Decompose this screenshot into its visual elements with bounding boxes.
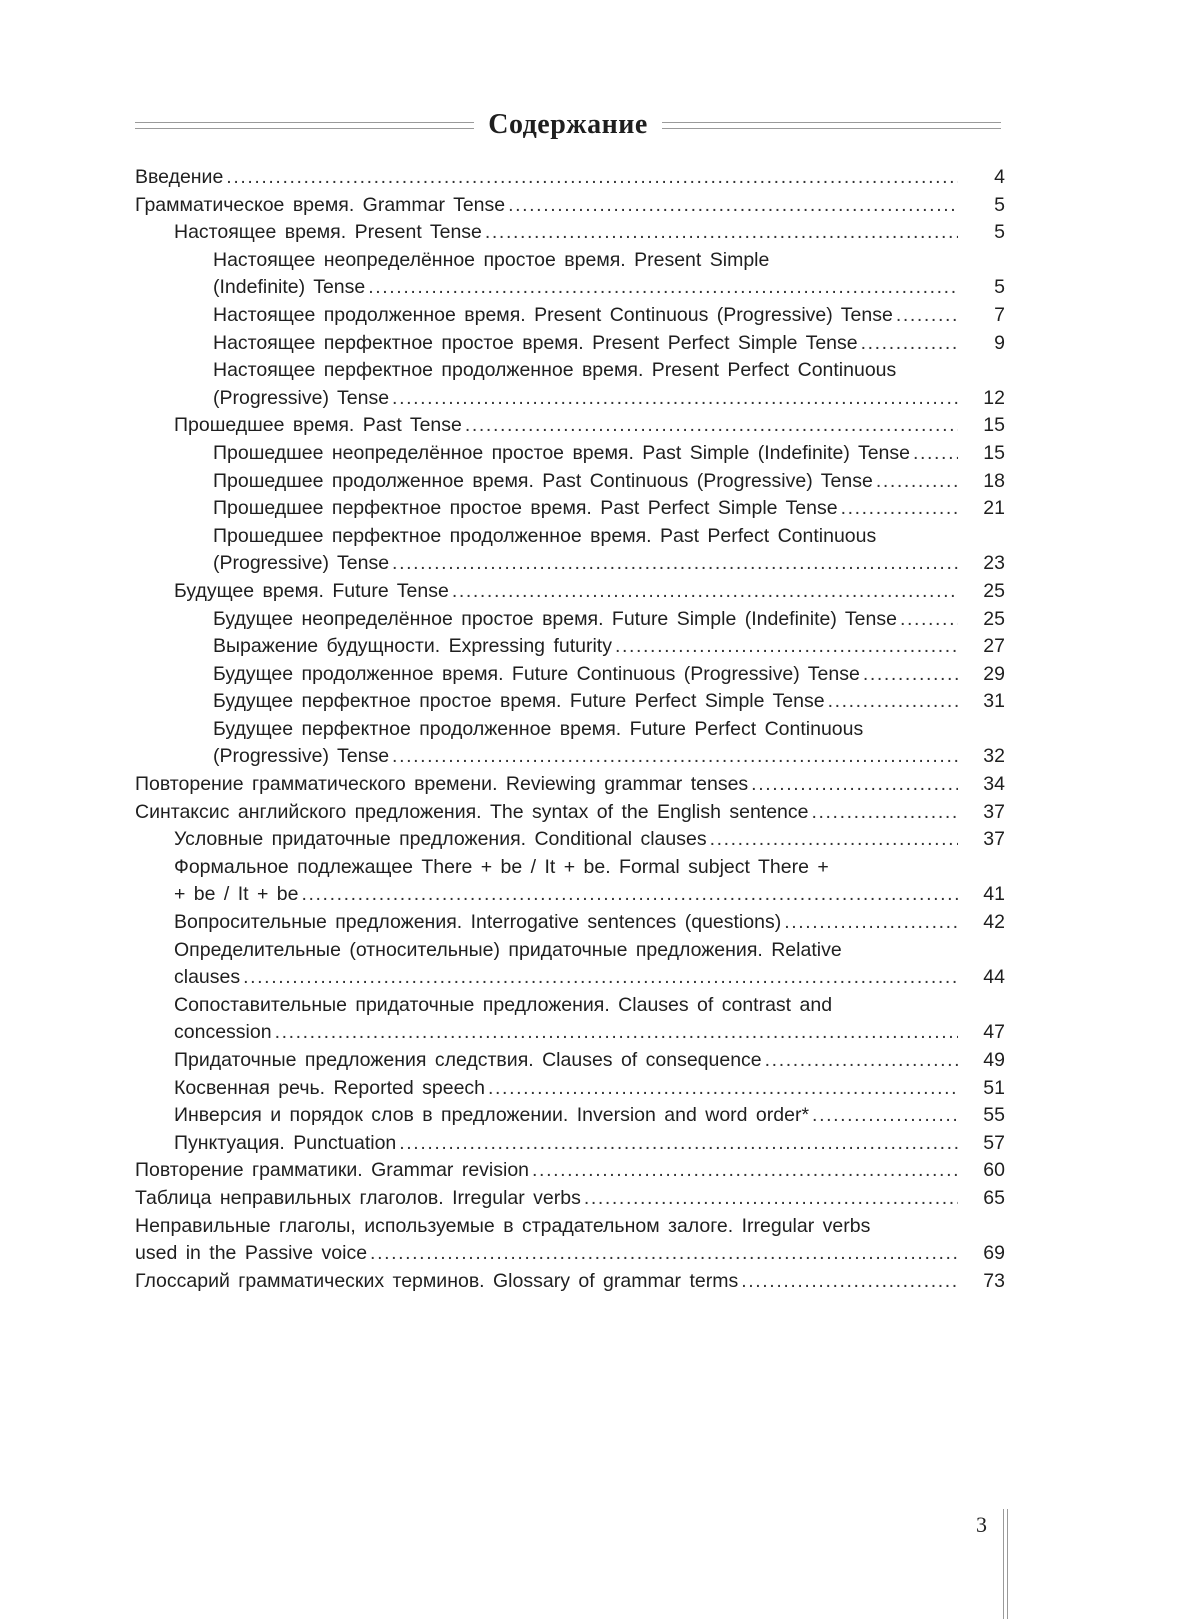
dot-leader xyxy=(913,440,958,468)
dot-leader xyxy=(900,606,958,634)
dot-leader xyxy=(863,661,958,689)
toc-entry-last-line xyxy=(213,633,958,661)
toc-entry-text: concession xyxy=(174,1021,272,1044)
toc-entry xyxy=(135,909,1005,937)
toc-entry-last-line xyxy=(213,661,958,689)
toc-entry-text: used in the Passive voice xyxy=(135,1242,368,1265)
toc-list xyxy=(135,164,1005,1295)
toc-entry-text: Синтаксис английского предложения. The syntax of the English sentence xyxy=(135,800,809,823)
dot-leader xyxy=(615,633,958,661)
toc-page-number: 25 xyxy=(983,607,1005,630)
dot-leader xyxy=(861,330,958,358)
toc-page-number: 31 xyxy=(983,690,1005,713)
toc-page-number: 18 xyxy=(983,469,1005,492)
toc-entry-text: Неправильные глаголы, используемые в страдательном залоге. Irregular verbs xyxy=(135,1214,871,1237)
toc-entry-text: Повторение грамматики. Grammar revision xyxy=(135,1159,530,1182)
toc-page-number: 15 xyxy=(983,441,1005,464)
toc-entry-text: Косвенная речь. Reported speech xyxy=(174,1076,486,1099)
dot-leader xyxy=(488,1075,958,1103)
toc-entry-text: Выражение будущности. Expressing futurity xyxy=(213,635,612,658)
dot-leader xyxy=(368,274,958,302)
dot-leader xyxy=(302,881,959,909)
toc-entry-text: Будущее неопределённое простое время. Future Simple (Indefinite) Tense xyxy=(213,607,897,630)
edge-rule xyxy=(1007,1509,1008,1619)
toc-entry-last-line xyxy=(213,743,958,771)
toc-entry-text: Глоссарий грамматических терминов. Glossary of grammar terms xyxy=(135,1269,739,1292)
toc-entry-text: Прошедшее перфектное простое время. Past Perfect Simple Tense xyxy=(213,497,838,520)
toc-entry-text: Вопросительные предложения. Interrogative sentences (questions) xyxy=(174,911,782,934)
toc-entry-text: Грамматическое время. Grammar Tense xyxy=(135,193,506,216)
dot-leader xyxy=(751,771,958,799)
dot-leader xyxy=(765,1047,958,1075)
toc-entry-last-line xyxy=(135,192,958,220)
toc-page-number: 37 xyxy=(983,828,1005,851)
dot-leader xyxy=(710,826,958,854)
toc-entry-last-line xyxy=(174,1075,958,1103)
toc-page-number: 12 xyxy=(983,386,1005,409)
toc-page-number: 5 xyxy=(994,221,1005,244)
toc-page-number: 34 xyxy=(983,773,1005,796)
toc-page-number: 25 xyxy=(983,579,1005,602)
dot-leader xyxy=(841,495,958,523)
dot-leader xyxy=(896,302,958,330)
toc-entry xyxy=(135,523,1005,578)
toc-entry-text: Сопоставительные придаточные предложения. Clauses of contrast and xyxy=(174,993,833,1016)
toc-entry-text: Формальное подлежащее There + be / It + be. Formal subject There + xyxy=(174,855,829,878)
title-rule-left xyxy=(135,122,474,129)
toc-entry-last-line xyxy=(174,219,958,247)
toc-entry-text: Будущее перфектное простое время. Future Perfect Simple Tense xyxy=(213,690,825,713)
toc-entry-text: Настоящее перфектное продолженное время. Present Perfect Continuous xyxy=(213,359,897,382)
toc-entry-last-line xyxy=(213,385,958,413)
dot-leader xyxy=(828,688,958,716)
dot-leader xyxy=(532,1157,958,1185)
toc-entry xyxy=(135,1102,1005,1130)
toc-page-number: 44 xyxy=(983,966,1005,989)
toc-entry-last-line xyxy=(213,440,958,468)
toc-entry-last-line xyxy=(174,1047,958,1075)
dot-leader xyxy=(392,385,958,413)
toc-entry xyxy=(135,1268,1005,1296)
toc-entry-text: + be / It + be xyxy=(174,883,299,906)
toc-entry xyxy=(135,799,1005,827)
toc-entry-last-line xyxy=(174,412,958,440)
toc-entry-last-line xyxy=(213,606,958,634)
toc-entry-text: (Indefinite) Tense xyxy=(213,276,366,299)
toc-entry-last-line xyxy=(213,550,958,578)
toc-entry xyxy=(135,1213,1005,1268)
page-number: 3 xyxy=(976,1512,987,1537)
page-title: Содержание xyxy=(488,109,648,140)
toc-entry-text: Настоящее неопределённое простое время. Present Simple xyxy=(213,248,770,271)
toc-entry xyxy=(135,661,1005,689)
toc-page-number: 51 xyxy=(983,1076,1005,1099)
toc-entry xyxy=(135,1157,1005,1185)
toc-entry xyxy=(135,854,1005,909)
toc-entry-text: Условные придаточные предложения. Conditional clauses xyxy=(174,828,707,851)
toc-page-number: 21 xyxy=(983,497,1005,520)
toc-entry-last-line xyxy=(135,771,958,799)
dot-leader xyxy=(243,964,958,992)
toc-entry-last-line xyxy=(213,468,958,496)
toc-entry-last-line xyxy=(213,688,958,716)
toc-page-number: 47 xyxy=(983,1021,1005,1044)
toc-page-number: 65 xyxy=(983,1186,1005,1209)
toc-page-number: 5 xyxy=(994,193,1005,216)
toc-entry-text: Введение xyxy=(135,166,224,188)
toc-entry-text: Придаточные предложения следствия. Clauses of consequence xyxy=(174,1049,762,1071)
toc-entry-last-line xyxy=(174,909,958,937)
toc-entry-text: Пунктуация. Punctuation xyxy=(174,1131,397,1154)
toc-page-number: 5 xyxy=(994,276,1005,299)
toc-page-number: 57 xyxy=(983,1131,1005,1154)
dot-leader xyxy=(452,578,958,606)
toc-entry xyxy=(135,633,1005,661)
dot-leader xyxy=(812,799,959,827)
toc-entry-text: Прошедшее время. Past Tense xyxy=(174,414,462,437)
toc-entry xyxy=(135,606,1005,634)
toc-page-number: 73 xyxy=(983,1269,1005,1292)
toc-page-number: 55 xyxy=(983,1104,1005,1127)
toc-entry xyxy=(135,992,1005,1047)
toc-page-number: 49 xyxy=(983,1049,1005,1071)
toc-entry-last-line xyxy=(135,1268,958,1296)
dot-leader xyxy=(275,1019,958,1047)
toc-page-number: 37 xyxy=(983,800,1005,823)
toc-entry-last-line xyxy=(135,799,958,827)
toc-entry-text: Будущее продолженное время. Future Continuous (Progressive) Tense xyxy=(213,662,860,685)
toc-page-number: 27 xyxy=(983,635,1005,658)
toc-entry-last-line xyxy=(174,881,958,909)
toc-entry-last-line xyxy=(174,1019,958,1047)
toc-entry-text: Настоящее перфектное простое время. Present Perfect Simple Tense xyxy=(213,331,858,354)
toc-entry xyxy=(135,937,1005,992)
toc-entry xyxy=(135,1130,1005,1158)
dot-leader xyxy=(226,164,958,192)
toc-entry-last-line xyxy=(174,964,958,992)
toc-entry-text: Настоящее продолженное время. Present Continuous (Progressive) Tense xyxy=(213,303,893,326)
toc-entry xyxy=(135,192,1005,220)
toc-entry xyxy=(135,1075,1005,1103)
toc-entry-last-line xyxy=(135,1157,958,1185)
toc-page-number: 41 xyxy=(983,883,1005,906)
toc-entry xyxy=(135,495,1005,523)
toc-entry-text: Прошедшее продолженное время. Past Continuous (Progressive) Tense xyxy=(213,469,873,492)
toc-entry xyxy=(135,1047,1005,1075)
toc-entry xyxy=(135,440,1005,468)
toc-entry xyxy=(135,468,1005,496)
toc-entry-text: (Progressive) Tense xyxy=(213,552,390,575)
toc-entry xyxy=(135,330,1005,358)
toc-entry-last-line xyxy=(174,578,958,606)
toc-entry-last-line xyxy=(135,1185,958,1213)
toc-entry xyxy=(135,247,1005,302)
dot-leader xyxy=(812,1102,958,1130)
toc-entry-last-line xyxy=(135,164,958,192)
dot-leader xyxy=(392,743,958,771)
dot-leader xyxy=(584,1185,958,1213)
toc-entry-text: (Progressive) Tense xyxy=(213,386,390,409)
toc-entry-last-line xyxy=(174,1130,958,1158)
dot-leader xyxy=(465,412,958,440)
dot-leader xyxy=(370,1240,958,1268)
toc-entry-text: clauses xyxy=(174,966,241,989)
toc-page-number: 42 xyxy=(983,911,1005,934)
toc-page-number: 15 xyxy=(983,414,1005,437)
toc-entry-last-line xyxy=(213,495,958,523)
toc-entry xyxy=(135,219,1005,247)
toc-entry-text: Прошедшее неопределённое простое время. Past Simple (Indefinite) Tense xyxy=(213,441,910,464)
toc-entry-text: Повторение грамматического времени. Reviewing grammar tenses xyxy=(135,773,749,796)
toc-page-number: 7 xyxy=(994,303,1005,326)
dot-leader xyxy=(392,550,958,578)
title-rule-right xyxy=(662,122,1001,129)
toc-entry xyxy=(135,1185,1005,1213)
edge-rule xyxy=(1003,1509,1004,1619)
toc-page-number: 9 xyxy=(994,331,1005,354)
toc-entry-last-line xyxy=(135,1240,958,1268)
toc-entry xyxy=(135,164,1005,192)
toc-entry-text: Определительные (относительные) придаточные предложения. Relative xyxy=(174,938,842,961)
toc-entry xyxy=(135,771,1005,799)
dot-leader xyxy=(876,468,958,496)
toc-entry xyxy=(135,357,1005,412)
toc-entry-last-line xyxy=(213,274,958,302)
toc-entry-text: Инверсия и порядок слов в предложении. Inversion and word order* xyxy=(174,1104,810,1127)
toc-entry-last-line xyxy=(174,826,958,854)
dot-leader xyxy=(485,219,958,247)
toc-entry xyxy=(135,302,1005,330)
toc-page-number: 69 xyxy=(983,1242,1005,1265)
dot-leader xyxy=(508,192,958,220)
toc-entry-text: Будущее перфектное продолженное время. Future Perfect Continuous xyxy=(213,717,864,740)
toc-entry-text: Будущее время. Future Tense xyxy=(174,579,449,602)
toc-entry-text: Таблица неправильных глаголов. Irregular verbs xyxy=(135,1186,581,1209)
toc-page-number: 32 xyxy=(983,745,1005,768)
dot-leader xyxy=(741,1268,958,1296)
toc-entry-last-line xyxy=(213,302,958,330)
toc-page-number: 4 xyxy=(994,166,1005,188)
toc-entry xyxy=(135,716,1005,771)
toc-entry-text: Настоящее время. Present Tense xyxy=(174,221,482,244)
toc-entry xyxy=(135,826,1005,854)
toc-entry xyxy=(135,412,1005,440)
dot-leader xyxy=(784,909,958,937)
toc-entry-text: (Progressive) Tense xyxy=(213,745,390,768)
title-row xyxy=(135,104,1001,146)
toc-entry-text: Прошедшее перфектное продолженное время. Past Perfect Continuous xyxy=(213,524,877,547)
toc-page-number: 29 xyxy=(983,662,1005,685)
toc-entry xyxy=(135,578,1005,606)
toc-entry-last-line xyxy=(174,1102,958,1130)
toc-entry xyxy=(135,688,1005,716)
toc-entry-last-line xyxy=(213,330,958,358)
toc-page-number: 60 xyxy=(983,1159,1005,1182)
dot-leader xyxy=(399,1130,958,1158)
toc-page-number: 23 xyxy=(983,552,1005,575)
